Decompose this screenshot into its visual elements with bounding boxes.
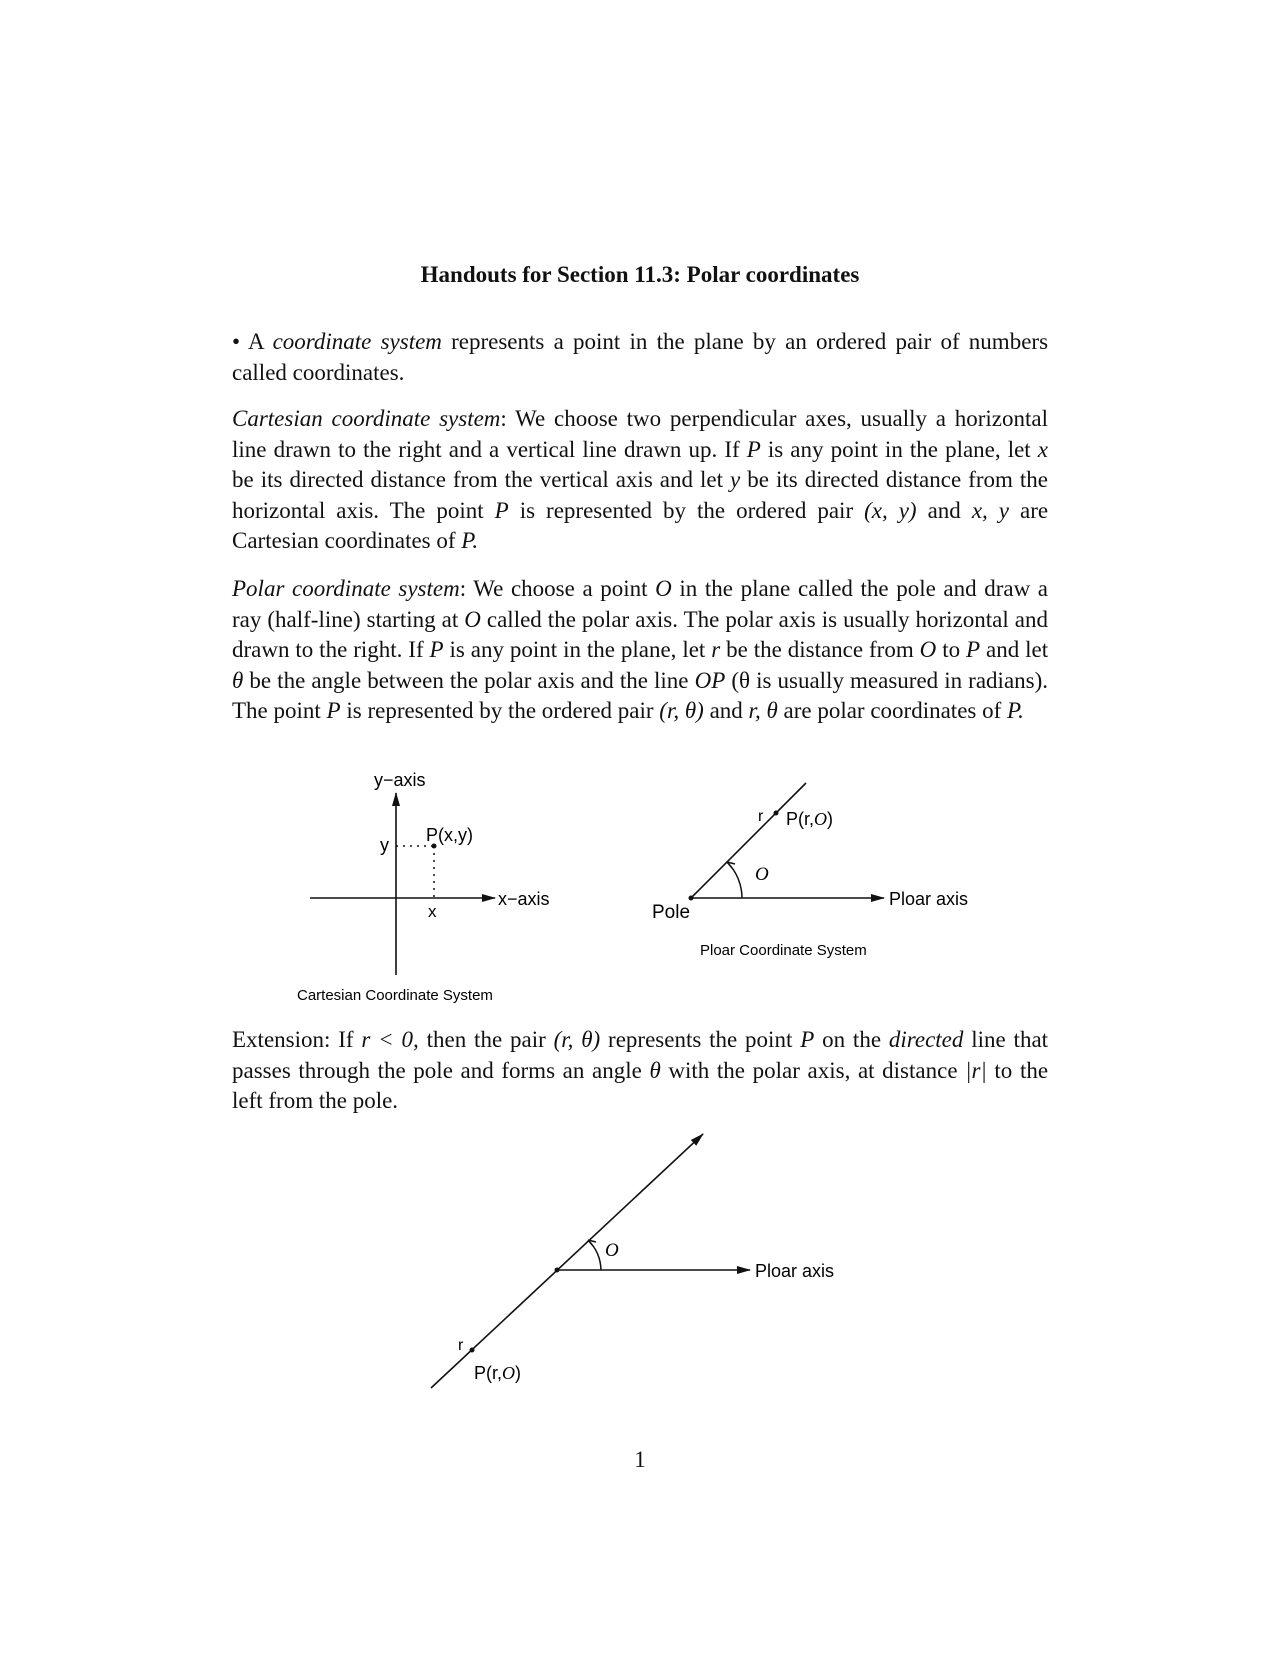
- x-axis-label: x−axis: [498, 889, 550, 909]
- math: P.: [461, 528, 479, 553]
- polar-axis-label: Ploar axis: [889, 889, 969, 909]
- text: be the angle between the polar axis and the line: [249, 667, 689, 693]
- polar-axis-label: Ploar axis: [755, 1261, 835, 1281]
- y-label: y: [380, 835, 389, 855]
- point-label-prefix: P(r,: [786, 809, 815, 829]
- pole-label: Pole: [652, 902, 691, 923]
- term-coordinate-system: coordinate system: [272, 329, 442, 354]
- math: θ: [232, 667, 244, 693]
- math: |r|: [965, 1057, 987, 1083]
- paragraph-extension: [232, 1025, 1048, 1117]
- text: be its directed distance from the vertical axis and let: [232, 467, 724, 492]
- point-p-dot: [470, 1348, 475, 1353]
- text: called the polar axis. The polar axis is usually horizontal and drawn to the right. If: [232, 606, 1048, 662]
- math: O: [655, 576, 672, 601]
- point-label-suffix: ): [827, 809, 834, 829]
- math: (r, θ): [553, 1027, 601, 1052]
- r-label: r: [458, 1337, 464, 1354]
- y-axis-label: y−axis: [374, 770, 426, 790]
- math: P: [429, 637, 444, 662]
- text: : We choose two perpendicular axes, usually a horizontal line drawn to the right and a vertical line drawn up. If: [232, 406, 1048, 462]
- math: r, θ: [748, 698, 778, 723]
- point-label: [474, 1363, 521, 1383]
- math: r: [711, 637, 721, 662]
- text: are polar coordinates of: [783, 698, 1002, 723]
- bullet: •: [232, 329, 241, 354]
- text: is any point in the plane, let: [767, 436, 1031, 462]
- text: (θ: [731, 667, 751, 693]
- text: and: [927, 497, 961, 523]
- text: to the left from the pole.: [232, 1057, 1049, 1113]
- cartesian-caption: Cartesian Coordinate System: [297, 987, 493, 1004]
- page-number: 1: [634, 1447, 646, 1472]
- math: P: [494, 497, 509, 523]
- math: P: [800, 1027, 815, 1052]
- text: be its directed distance from the horizontal axis. The point: [232, 467, 1049, 523]
- term-directed: directed: [888, 1027, 964, 1052]
- text: represents a point in the plane by an ordered pair of numbers called coordinates.: [232, 329, 1049, 385]
- text: and: [709, 698, 743, 723]
- math: x: [1037, 436, 1048, 462]
- point-label-theta: O: [502, 1363, 516, 1383]
- pole-dot: [689, 896, 694, 901]
- angle-label: O: [755, 864, 769, 885]
- math: (x, y): [864, 497, 917, 523]
- text: then the pair: [426, 1027, 546, 1052]
- text: in the plane called the pole and draw a ray (half-line) starting at: [232, 576, 1049, 632]
- text: be the distance from: [726, 637, 914, 662]
- text: are Cartesian coordinates of: [232, 497, 1049, 553]
- math: r < 0,: [361, 1027, 419, 1052]
- math: OP: [694, 667, 726, 693]
- point-label-prefix: P(r,: [474, 1363, 503, 1383]
- cartesian-figure: [297, 770, 550, 1004]
- pole-dot: [555, 1268, 560, 1273]
- polar-caption: Ploar Coordinate System: [700, 942, 867, 959]
- angle-arc: [588, 1240, 601, 1270]
- math: P: [966, 637, 981, 662]
- math: (r, θ): [659, 698, 704, 723]
- point-label-theta: O: [814, 809, 828, 829]
- text: line that passes through the pole and forms an angle: [232, 1027, 1049, 1083]
- math: x, y: [971, 497, 1009, 523]
- polar-figure: [652, 783, 968, 959]
- text: is represented by the ordered pair: [346, 698, 654, 723]
- text: with the polar axis, at distance: [668, 1057, 958, 1083]
- text: on the: [822, 1027, 882, 1052]
- term-polar: Polar coordinate system: [232, 576, 460, 601]
- math: P.: [1007, 698, 1024, 723]
- text: represents the point: [608, 1027, 793, 1052]
- math: y: [730, 467, 741, 492]
- point-label: [786, 809, 833, 829]
- math: P: [326, 698, 341, 723]
- text: Extension: If: [232, 1027, 354, 1052]
- text: : We choose a point: [459, 576, 648, 601]
- math: O: [464, 606, 481, 632]
- text: and let: [986, 637, 1049, 662]
- point-label-suffix: ): [515, 1363, 522, 1383]
- text: is any point in the plane, let: [449, 637, 706, 662]
- angle-arc: [727, 862, 742, 898]
- angle-label: O: [605, 1240, 619, 1261]
- r-label: r: [758, 808, 764, 825]
- page-title: Handouts for Section 11.3: Polar coordinates: [420, 262, 860, 287]
- text: is represented by the ordered pair: [519, 497, 854, 523]
- text: to: [942, 637, 961, 662]
- point-label: P(x,y): [426, 825, 473, 845]
- term-cartesian: Cartesian coordinate system: [232, 406, 501, 431]
- text: is usually measured in radians). The point: [232, 667, 1049, 723]
- math: P: [746, 436, 761, 462]
- extension-figure: [431, 1134, 834, 1388]
- x-label: x: [428, 902, 437, 921]
- text: A: [248, 329, 264, 354]
- math: O: [919, 637, 937, 662]
- math: θ: [649, 1057, 661, 1083]
- point-p-dot: [774, 811, 779, 816]
- ray-op: [691, 783, 806, 898]
